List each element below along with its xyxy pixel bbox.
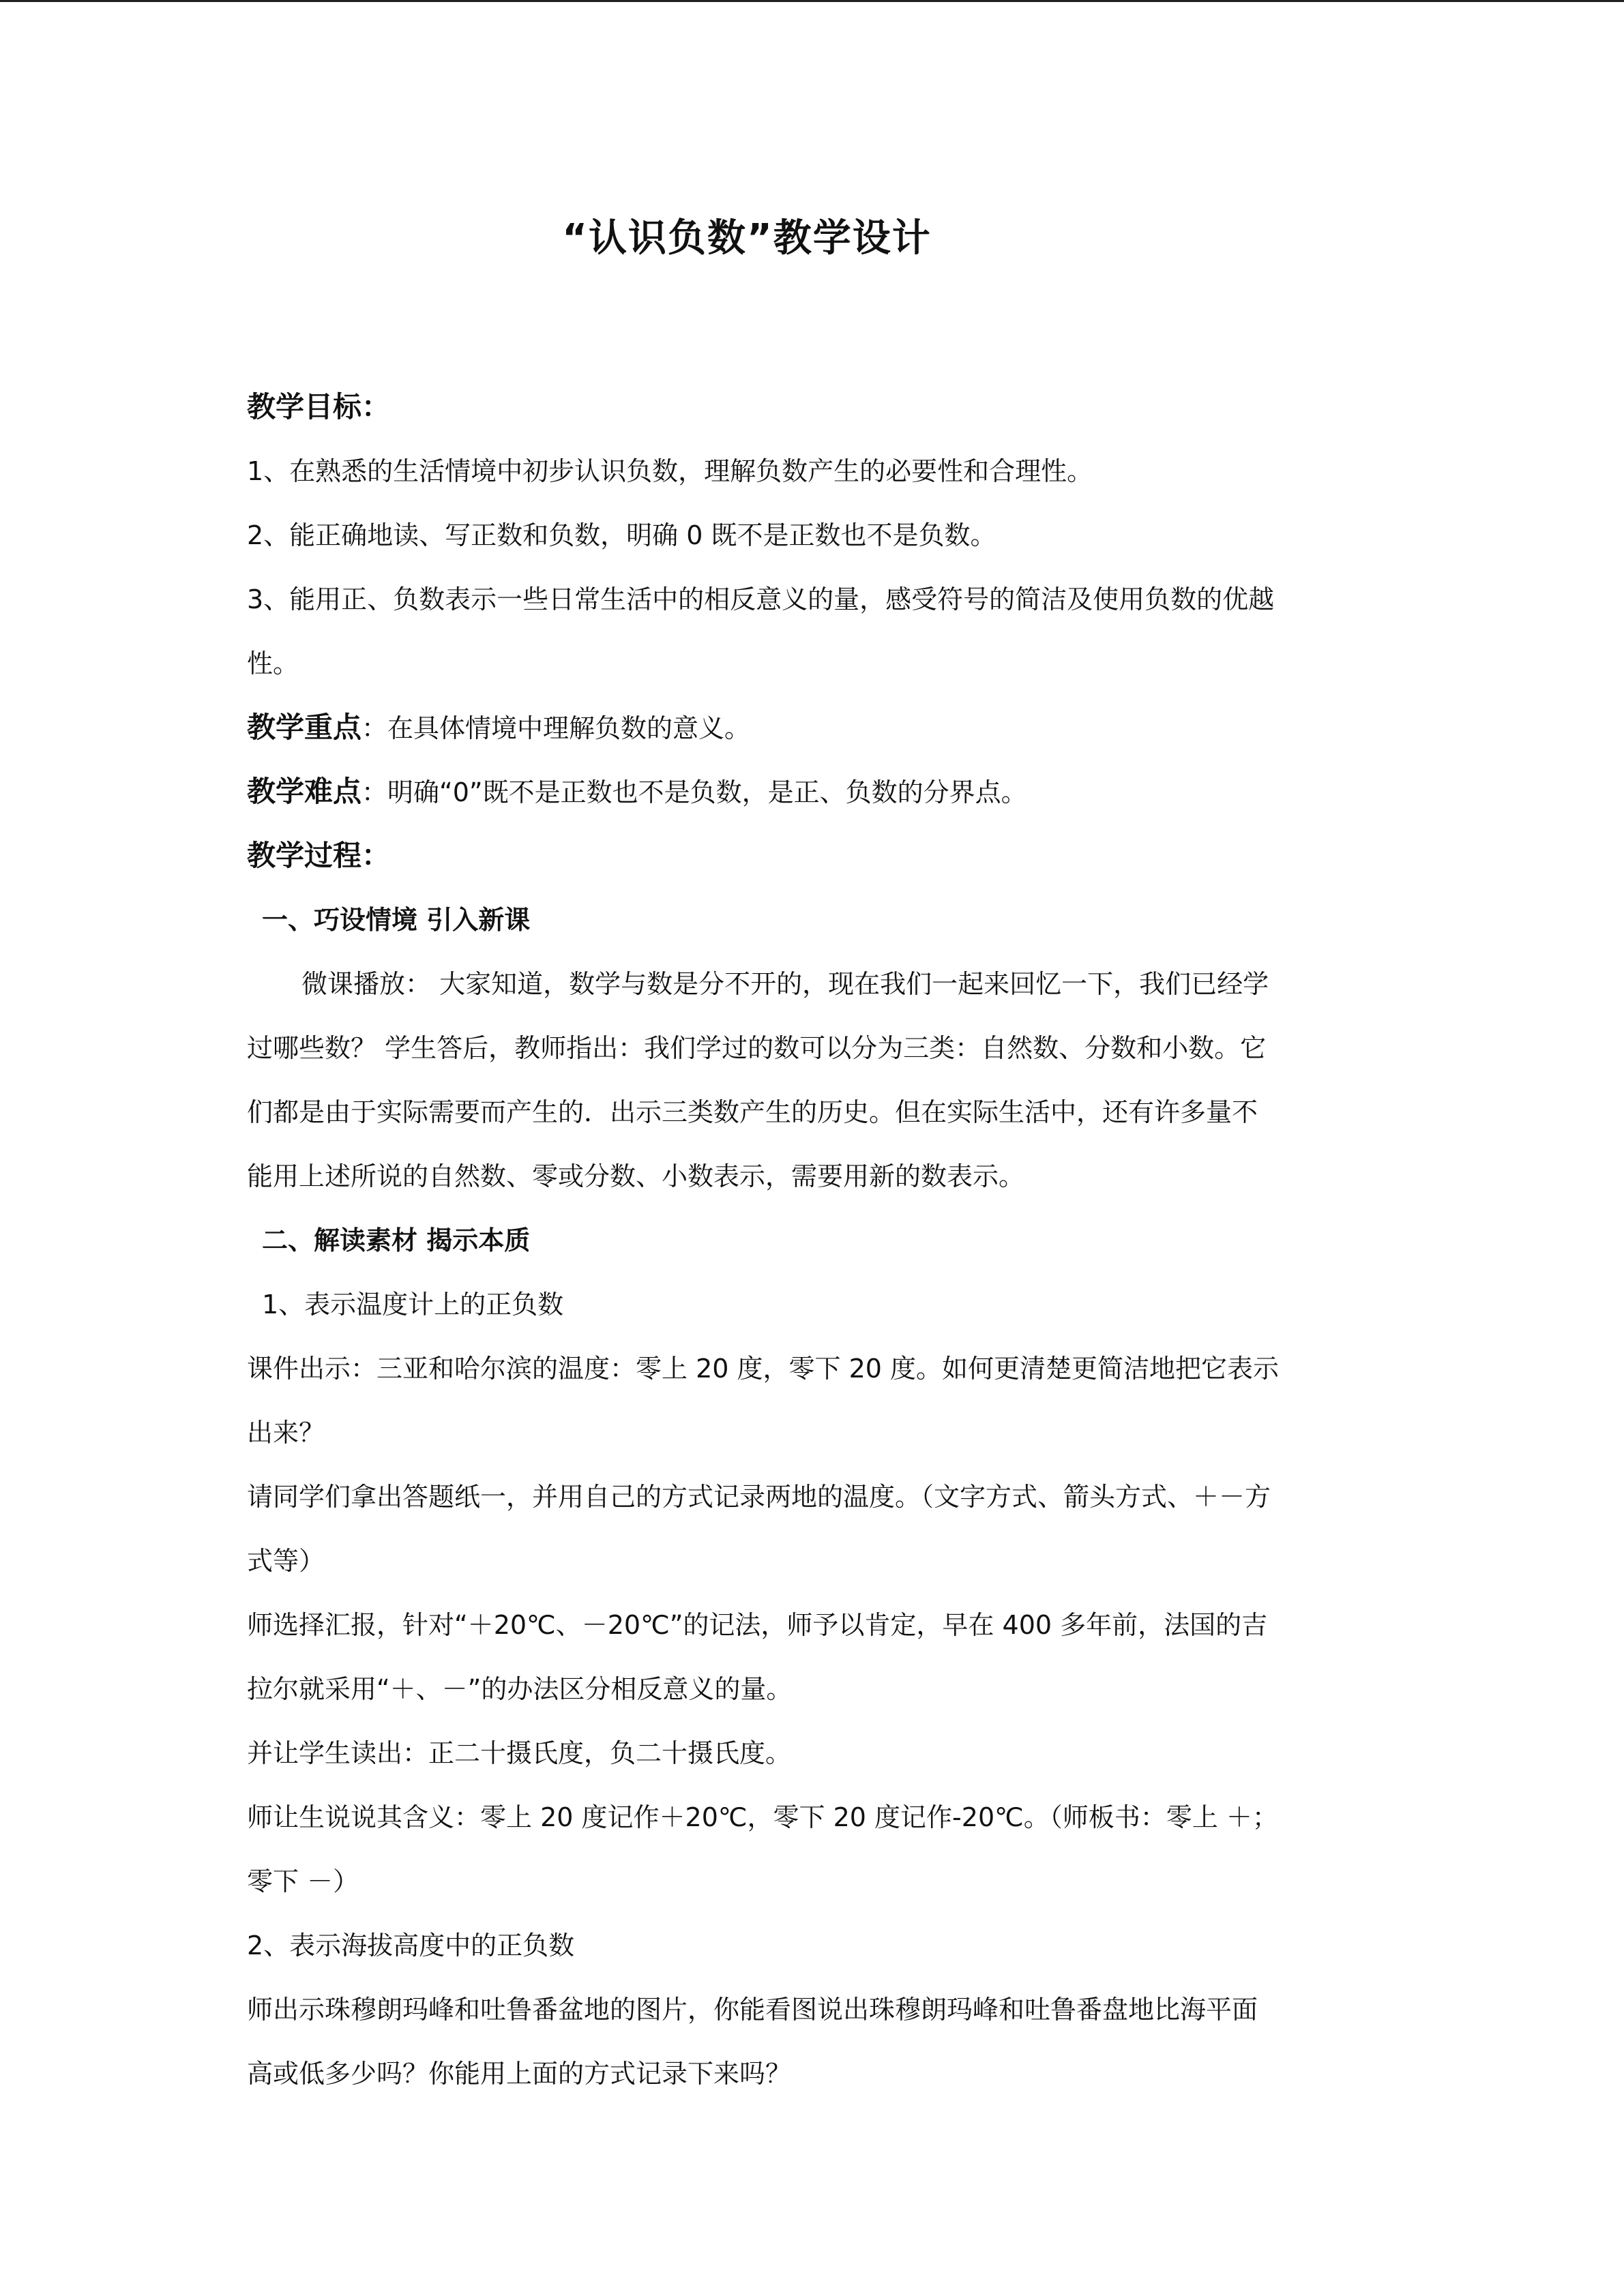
section-1-paragraph-line: 能用上述所说的自然数、零或分数、小数表示，需要用新的数表示。	[247, 1161, 1025, 1191]
section-1-paragraph-line: 们都是由于实际需要而产生的．出示三类数产生的历史。但在实际生活中，还有许多量不	[247, 1097, 1258, 1127]
section-2-paragraph-line: 师出示珠穆朗玛峰和吐鲁番盆地的图片，你能看图说出珠穆朗玛峰和吐鲁番盘地比海平面	[247, 1995, 1258, 2025]
subsection-temperature-heading: 1、表示温度计上的正负数	[262, 1289, 564, 1320]
section-1-paragraph-line: 微课播放： 大家知道，数学与数是分不开的，现在我们一起来回忆一下，我们已经学	[301, 969, 1269, 999]
key-point-text: ：在具体情境中理解负数的意义。	[361, 713, 751, 743]
difficulty-label: 教学难点	[247, 775, 362, 808]
process-heading: 教学过程：	[247, 839, 391, 872]
section-2-paragraph-line: 师让生说说其含义：零上 20 度记作＋20℃，零下 20 度记作-20℃。（师板书：零上 ＋；	[247, 1802, 1278, 1832]
section-2-heading: 二、解读素材 揭示本质	[262, 1225, 531, 1255]
difficulty-text: ：明确“0”既不是正数也不是负数，是正、负数的分界点。	[361, 777, 1027, 807]
objective-item: 1、在熟悉的生活情境中初步认识负数，理解负数产生的必要性和合理性。	[247, 456, 1093, 486]
document-title: “认识负数”教学设计	[562, 216, 932, 260]
section-2-paragraph-line: 式等）	[247, 1546, 325, 1576]
section-2-paragraph-line: 拉尔就采用“＋、－”的办法区分相反意义的量。	[247, 1674, 793, 1704]
section-2-paragraph-line: 师选择汇报，针对“＋20℃、－20℃”的记法，师予以肯定，早在 400 多年前，法国的吉	[247, 1610, 1268, 1640]
objective-item: 2、能正确地读、写正数和负数，明确 0 既不是正数也不是负数。	[247, 520, 996, 550]
section-1-heading: 一、巧设情境 引入新课	[262, 905, 531, 935]
section-2-paragraph-line: 零下 －）	[247, 1866, 359, 1896]
section-2-paragraph-line: 课件出示：三亚和哈尔滨的温度：零上 20 度，零下 20 度。如何更清楚更简洁地把它表示	[247, 1354, 1280, 1384]
document-body	[247, 375, 1379, 2106]
section-2-paragraph-line: 并让学生读出：正二十摄氏度，负二十摄氏度。	[247, 1738, 792, 1768]
section-2-paragraph-line: 请同学们拿出答题纸一，并用自己的方式记录两地的温度。（文字方式、箭头方式、＋－方	[247, 1482, 1271, 1512]
section-1-paragraph-line: 过哪些数？ 学生答后，教师指出：我们学过的数可以分为三类：自然数、分数和小数。它	[247, 1033, 1267, 1063]
subsection-altitude-heading: 2、表示海拔高度中的正负数	[247, 1930, 575, 1960]
section-2-paragraph-line: 出来？	[247, 1418, 325, 1448]
page-top-border	[0, 0, 1624, 2]
objective-item-continuation: 性。	[247, 648, 299, 679]
objective-item: 3、能用正、负数表示一些日常生活中的相反意义的量，感受符号的简洁及使用负数的优越	[247, 584, 1275, 614]
difficulty	[247, 760, 1379, 824]
key-point-label: 教学重点	[247, 711, 362, 744]
key-point	[247, 696, 1379, 760]
objectives-heading: 教学目标：	[247, 390, 391, 423]
section-2-paragraph-line: 高或低多少吗？你能用上面的方式记录下来吗？	[247, 2059, 792, 2089]
